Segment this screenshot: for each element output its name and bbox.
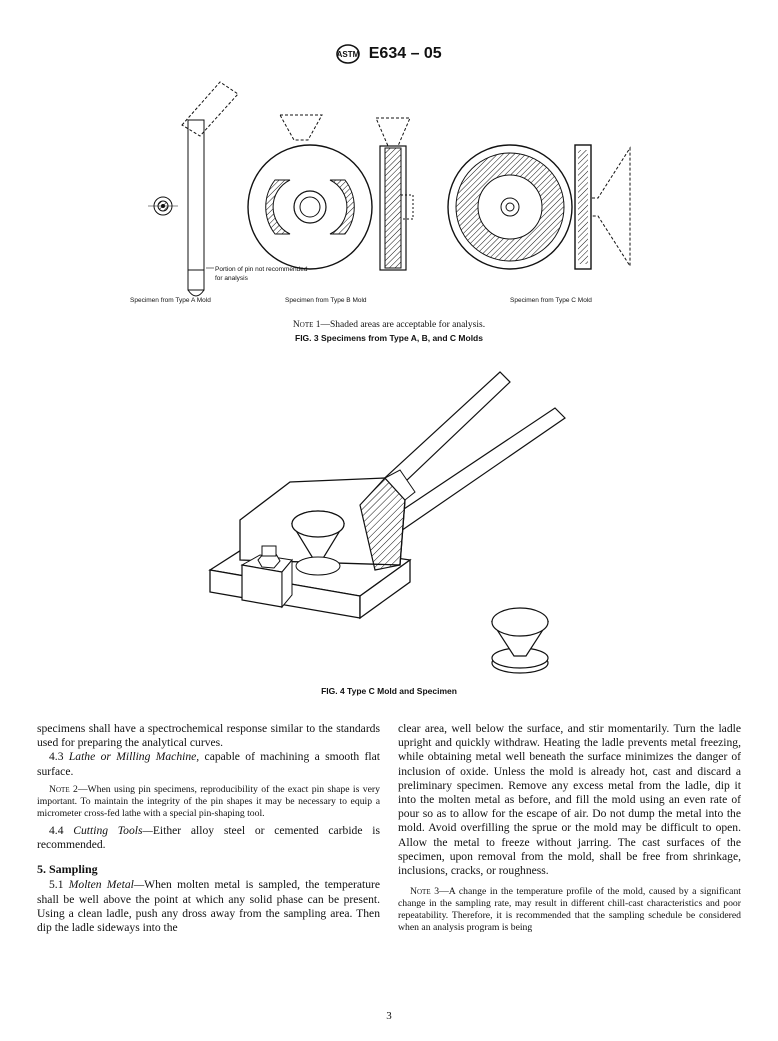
fig3-caption: FIG. 3 Specimens from Type A, B, and C Molds xyxy=(295,333,483,343)
para-5-1: 5.1 Molten Metal—When molten metal is sampled, the temperature shall be well above the point at which any solid phase can be present. Using a clean ladle, push any dross away from the sampling area. Then dip the ladle sideways into the xyxy=(37,878,381,935)
page-number: 3 xyxy=(386,1010,392,1022)
svg-text:ASTM: ASTM xyxy=(336,50,360,59)
label-type-b: Specimen from Type B Mold xyxy=(285,297,367,304)
section-heading-sampling: 5. Sampling xyxy=(37,862,98,877)
label-type-a: Specimen from Type A Mold xyxy=(130,297,211,304)
fig4-caption: FIG. 4 Type C Mold and Specimen xyxy=(321,686,457,696)
astm-logo-icon xyxy=(336,44,360,64)
page-header xyxy=(0,44,778,64)
para-4-3: 4.3 Lathe or Milling Machine, capable of machining a smooth flat surface. xyxy=(37,750,381,778)
label-type-c: Specimen from Type C Mold xyxy=(510,297,592,304)
type-b-face-view xyxy=(248,115,372,269)
right-column xyxy=(398,722,741,938)
doc-id: E634 – 05 xyxy=(368,45,442,63)
note-2: Note 2—When using pin specimens, reproducibility of the exact pin shape is very important. To maintain the integrity of the pin shapes it may be necessary to equip a micrometer cross-fed lathe with a special pin-shaping tool. xyxy=(37,783,380,819)
left-column xyxy=(37,722,380,935)
type-c-face-view xyxy=(448,145,572,269)
cast-specimen xyxy=(492,608,548,673)
para-4-2-cont: specimens shall have a spectrochemical response similar to the standards used for preparing the analytical curves. xyxy=(37,722,380,750)
fig4-drawing xyxy=(200,360,580,680)
type-c-side-view xyxy=(575,145,630,269)
type-a-end-view xyxy=(148,197,178,215)
para-4-4: 4.4 Cutting Tools—Either alloy steel or cemented carbide is recommended. xyxy=(37,823,380,852)
note-3: Note 3—A change in the temperature profile of the mold, caused by a significant change in the sampling rate, may result in different chill-cast characteristics and poor repeatability. Therefore, it is recommended that the sampling schedule be considered when an analysis program is being xyxy=(398,886,741,934)
fig3-note: Note 1—Shaded areas are acceptable for analysis. xyxy=(292,320,486,330)
pin-note: Portion of pin not recommended for analysis xyxy=(215,266,308,282)
type-b-side-view xyxy=(376,118,413,270)
para-5-1-cont: clear area, well below the surface, and stir momentarily. Turn the ladle upright and quickly withdraw. Heating the ladle prevents metal freezing, while obtaining metal well beneath the surface minimizes the danger of inclusion of oxide. Unless the mold is already hot, cast and discard a preliminary specimen. Remove any excess metal from the ladle, dip it into the molten metal as before, and fill the mold using an even rate of pour so as to allow for the escape of air. Do not dump the metal into the mold. Avoid overfilling the sprue or the mold may be difficult to open. Allow the metal to freeze without jarring. The cast surfaces of the specimen, upon removal from the mold, shall be free from shrinkage, inclusions, cracks, or roughness. xyxy=(398,722,741,878)
type-a-pin xyxy=(182,82,238,296)
